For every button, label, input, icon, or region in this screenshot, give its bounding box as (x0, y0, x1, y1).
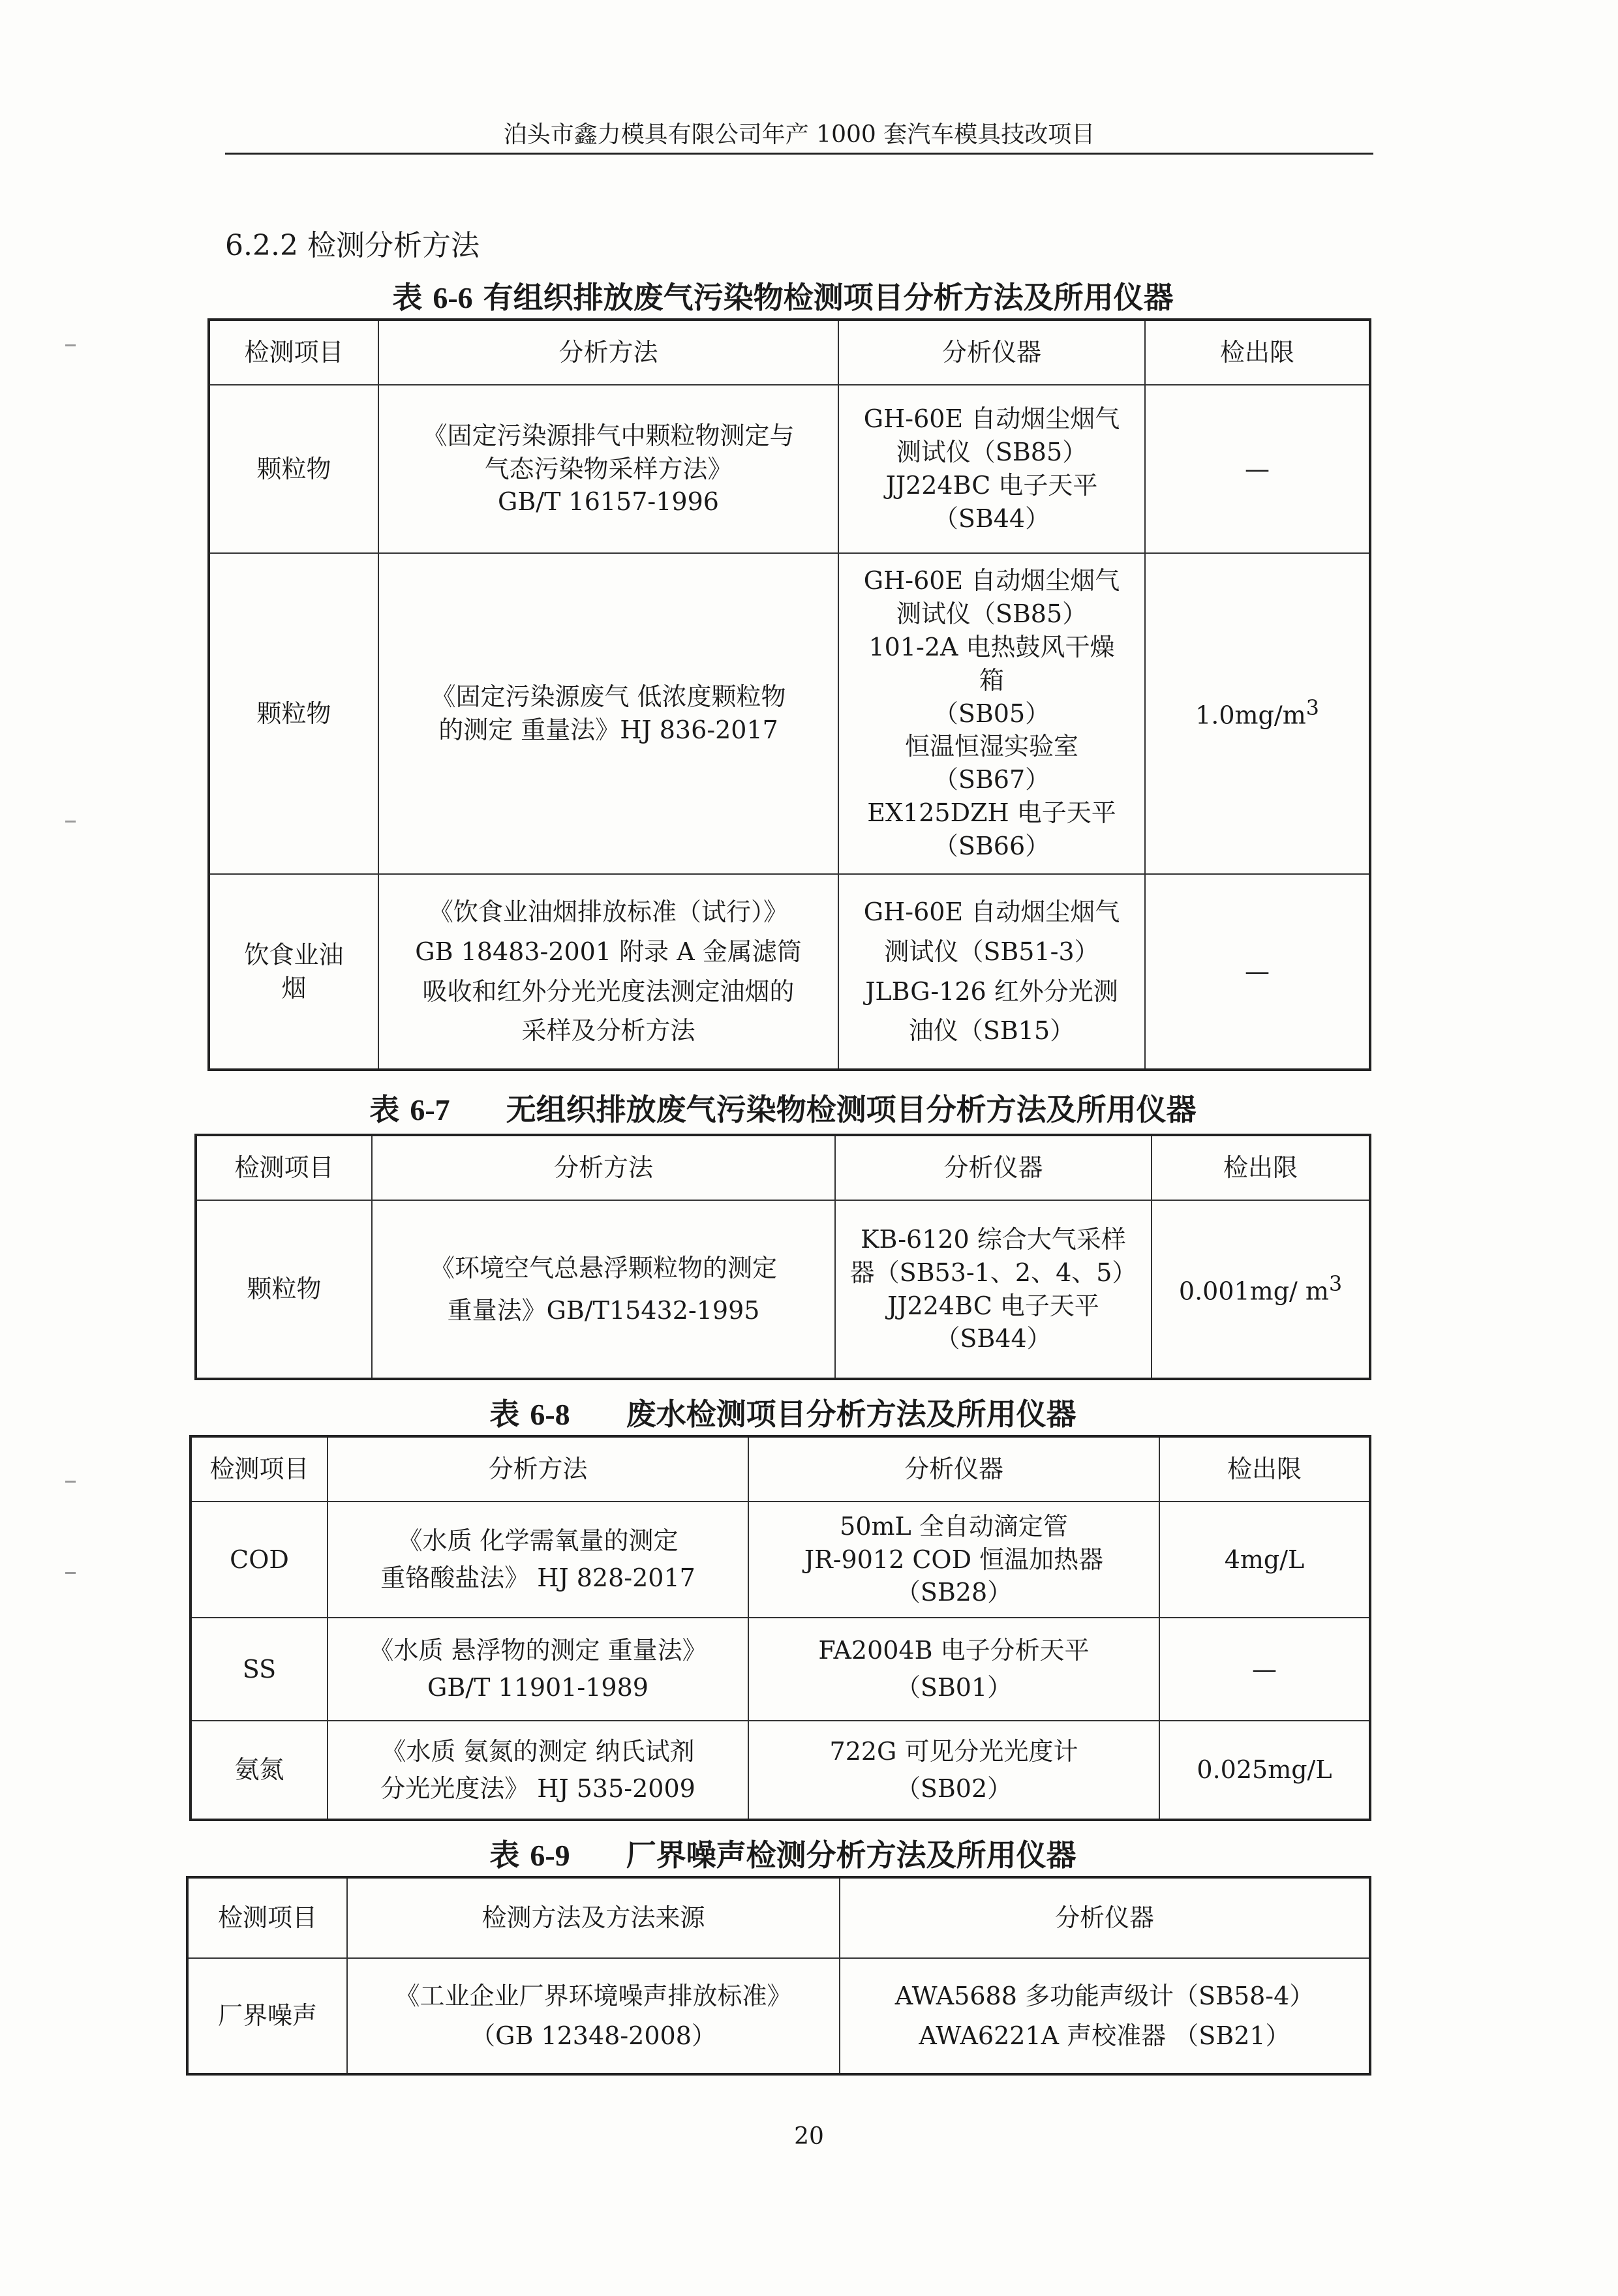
limit-cell (1152, 1200, 1370, 1379)
col-header-method: 分析方法 (378, 320, 838, 385)
limit-value: 0.001mg/ m (1178, 1276, 1329, 1306)
item-line: 饮食业油 (244, 940, 344, 969)
item-cell: 颗粒物 (209, 385, 378, 553)
caption-title: 废水检测项目分析方法及所用仪器 (626, 1397, 1076, 1432)
col-header-item: 检测项目 (209, 320, 378, 385)
method-line: 《固定污染源排气中颗粒物测定与 (422, 421, 795, 450)
item-cell: COD (191, 1502, 328, 1618)
caption-prefix: 表 (489, 1397, 520, 1432)
limit-cell: 0.025mg/L (1159, 1721, 1370, 1820)
method-line: 气态污染物采样方法》 (484, 454, 733, 483)
method-line: 的测定 重量法》HJ 836-2017 (438, 716, 778, 744)
method-line: 《水质 化学需氧量的测定 (397, 1526, 679, 1555)
table-row (209, 553, 1370, 874)
section-heading: 6.2.2 检测分析方法 (225, 229, 480, 262)
col-header-item: 检测项目 (187, 1877, 347, 1958)
instrument-cell (838, 385, 1145, 553)
table-header-row (196, 1135, 1370, 1200)
method-line: 重量法》GB/T15432-1995 (447, 1295, 760, 1325)
item-cell: 氨氮 (191, 1721, 328, 1820)
col-header-limit: 检出限 (1159, 1436, 1370, 1502)
col-header-item: 检测项目 (191, 1436, 328, 1502)
col-header-instrument: 分析仪器 (840, 1877, 1370, 1958)
instrument-cell (840, 1958, 1370, 2074)
instrument-line: JJ224BC 电子天平 (887, 1291, 1099, 1320)
table-6-8-caption (189, 1391, 1377, 1434)
item-line: 烟 (281, 973, 307, 1003)
instrument-line: JLBG-126 红外分光测 (865, 976, 1118, 1006)
table-row (196, 1200, 1370, 1379)
instrument-line: （SB05） (933, 699, 1050, 728)
instrument-cell (835, 1200, 1152, 1379)
instrument-line: 箱 (979, 665, 1004, 695)
method-cell (347, 1958, 840, 2074)
instrument-line: EX125DZH 电子天平 (867, 798, 1116, 828)
col-header-instrument: 分析仪器 (835, 1135, 1152, 1200)
method-cell (328, 1502, 748, 1618)
instrument-line: GH-60E 自动烟尘烟气 (863, 897, 1120, 926)
limit-cell: — (1145, 874, 1370, 1070)
item-cell: 颗粒物 (209, 553, 378, 874)
limit-cell (1145, 553, 1370, 874)
caption-number: 6-9 (530, 1839, 570, 1872)
caption-prefix: 表 (392, 280, 423, 315)
method-line: 《环境空气总悬浮颗粒物的测定 (429, 1253, 777, 1282)
page-number: 20 (794, 2123, 824, 2150)
instrument-line: AWA5688 多功能声级计（SB58-4） (894, 1981, 1315, 2010)
item-cell: SS (191, 1618, 328, 1721)
scan-mark (65, 1572, 76, 1574)
table-row (191, 1502, 1370, 1618)
method-line: GB/T 11901-1989 (427, 1673, 649, 1702)
instrument-line: （SB44） (933, 504, 1050, 533)
table-6-7 (194, 1134, 1371, 1380)
instrument-line: GH-60E 自动烟尘烟气 (863, 566, 1120, 595)
limit-cell: — (1159, 1618, 1370, 1721)
limit-superscript: 3 (1328, 1272, 1343, 1296)
instrument-line: JR-9012 COD 恒温加热器 (804, 1545, 1104, 1574)
col-header-instrument: 分析仪器 (748, 1436, 1159, 1502)
caption-prefix: 表 (369, 1092, 400, 1127)
caption-prefix: 表 (489, 1837, 520, 1873)
instrument-line: 测试仪（SB85） (896, 438, 1088, 467)
instrument-cell (748, 1618, 1159, 1721)
caption-title: 无组织排放废气污染物检测项目分析方法及所用仪器 (506, 1092, 1197, 1127)
table-6-6-caption (189, 274, 1377, 317)
method-line: 吸收和红外分光光度法测定油烟的 (422, 976, 795, 1006)
scan-mark (65, 344, 76, 346)
instrument-cell (838, 553, 1145, 874)
scan-mark (65, 1481, 76, 1483)
instrument-line: 器（SB53-1、2、4、5） (849, 1258, 1137, 1287)
instrument-line: GH-60E 自动烟尘烟气 (863, 404, 1120, 434)
instrument-line: （SB02） (895, 1774, 1013, 1803)
table-row (191, 1721, 1370, 1820)
table-6-9 (186, 1876, 1371, 2076)
col-header-limit: 检出限 (1145, 320, 1370, 385)
table-row (191, 1618, 1370, 1721)
instrument-line: （SB67） (933, 765, 1050, 794)
item-cell (209, 874, 378, 1070)
instrument-line: 50mL 全自动滴定管 (840, 1511, 1068, 1541)
col-header-method: 分析方法 (372, 1135, 835, 1200)
table-6-6 (207, 318, 1371, 1071)
method-line: 《饮食业油烟排放标准（试行）》 (428, 897, 788, 926)
table-row (187, 1958, 1370, 2074)
caption-title: 有组织排放废气污染物检测项目分析方法及所用仪器 (483, 280, 1174, 315)
table-header-row (187, 1877, 1370, 1958)
caption-number: 6-6 (433, 281, 473, 314)
table-row (209, 385, 1370, 553)
method-line: （GB 12348-2008） (470, 2021, 716, 2050)
limit-value: 1.0mg/m (1195, 701, 1306, 730)
table-row (209, 874, 1370, 1070)
instrument-line: 油仪（SB15） (908, 1016, 1075, 1046)
instrument-line: （SB28） (895, 1578, 1013, 1607)
method-line: GB/T 16157-1996 (498, 487, 719, 517)
instrument-cell (748, 1502, 1159, 1618)
method-cell (378, 553, 838, 874)
table-header-row (209, 320, 1370, 385)
method-cell (328, 1618, 748, 1721)
method-line: 采样及分析方法 (521, 1016, 695, 1046)
instrument-line: 101-2A 电热鼓风干燥 (868, 632, 1115, 661)
col-header-method: 检测方法及方法来源 (347, 1877, 840, 1958)
col-header-item: 检测项目 (196, 1135, 372, 1200)
instrument-line: FA2004B 电子分析天平 (818, 1636, 1090, 1665)
instrument-line: （SB01） (895, 1673, 1013, 1702)
caption-title: 厂界噪声检测分析方法及所用仪器 (626, 1837, 1076, 1873)
header-title: 泊头市鑫力模具有限公司年产 1000 套汽车模具技改项目 (503, 121, 1095, 148)
scan-mark (65, 821, 76, 823)
instrument-line: 恒温恒湿实验室 (904, 732, 1078, 761)
page-header (225, 116, 1373, 155)
instrument-line: KB-6120 综合大气采样 (861, 1224, 1126, 1254)
caption-number: 6-8 (530, 1398, 570, 1431)
instrument-line: （SB66） (933, 832, 1050, 861)
method-line: GB 18483-2001 附录 A 金属滤筒 (415, 937, 802, 966)
table-6-7-caption (189, 1086, 1377, 1129)
instrument-line: JJ224BC 电子天平 (885, 471, 1098, 500)
instrument-line: 测试仪（SB51-3） (884, 937, 1099, 966)
method-line: 《水质 氨氮的测定 纳氏试剂 (381, 1736, 695, 1766)
instrument-line: （SB44） (935, 1324, 1052, 1353)
method-line: 《工业企业厂界环境噪声排放标准》 (395, 1981, 792, 2010)
instrument-cell (748, 1721, 1159, 1820)
instrument-line: 722G 可见分光光度计 (829, 1736, 1078, 1766)
item-cell: 厂界噪声 (187, 1958, 347, 2074)
instrument-cell (838, 874, 1145, 1070)
limit-cell: 4mg/L (1159, 1502, 1370, 1618)
col-header-instrument: 分析仪器 (838, 320, 1145, 385)
method-cell (372, 1200, 835, 1379)
table-header-row (191, 1436, 1370, 1502)
method-cell (378, 385, 838, 553)
col-header-method: 分析方法 (328, 1436, 748, 1502)
col-header-limit: 检出限 (1152, 1135, 1370, 1200)
table-6-8 (189, 1435, 1371, 1821)
method-line: 分光光度法》 HJ 535-2009 (380, 1774, 695, 1803)
limit-superscript: 3 (1305, 697, 1319, 721)
instrument-line: 测试仪（SB85） (896, 599, 1088, 628)
method-line: 《水质 悬浮物的测定 重量法》 (369, 1636, 707, 1665)
method-line: 《固定污染源废气 低浓度颗粒物 (431, 682, 786, 712)
caption-number: 6-7 (410, 1093, 450, 1126)
limit-cell: — (1145, 385, 1370, 553)
instrument-line: AWA6221A 声校准器 （SB21） (919, 2021, 1290, 2050)
method-line: 重铬酸盐法》 HJ 828-2017 (380, 1563, 695, 1592)
table-6-9-caption (189, 1832, 1377, 1875)
method-cell (328, 1721, 748, 1820)
item-cell: 颗粒物 (196, 1200, 372, 1379)
method-cell (378, 874, 838, 1070)
